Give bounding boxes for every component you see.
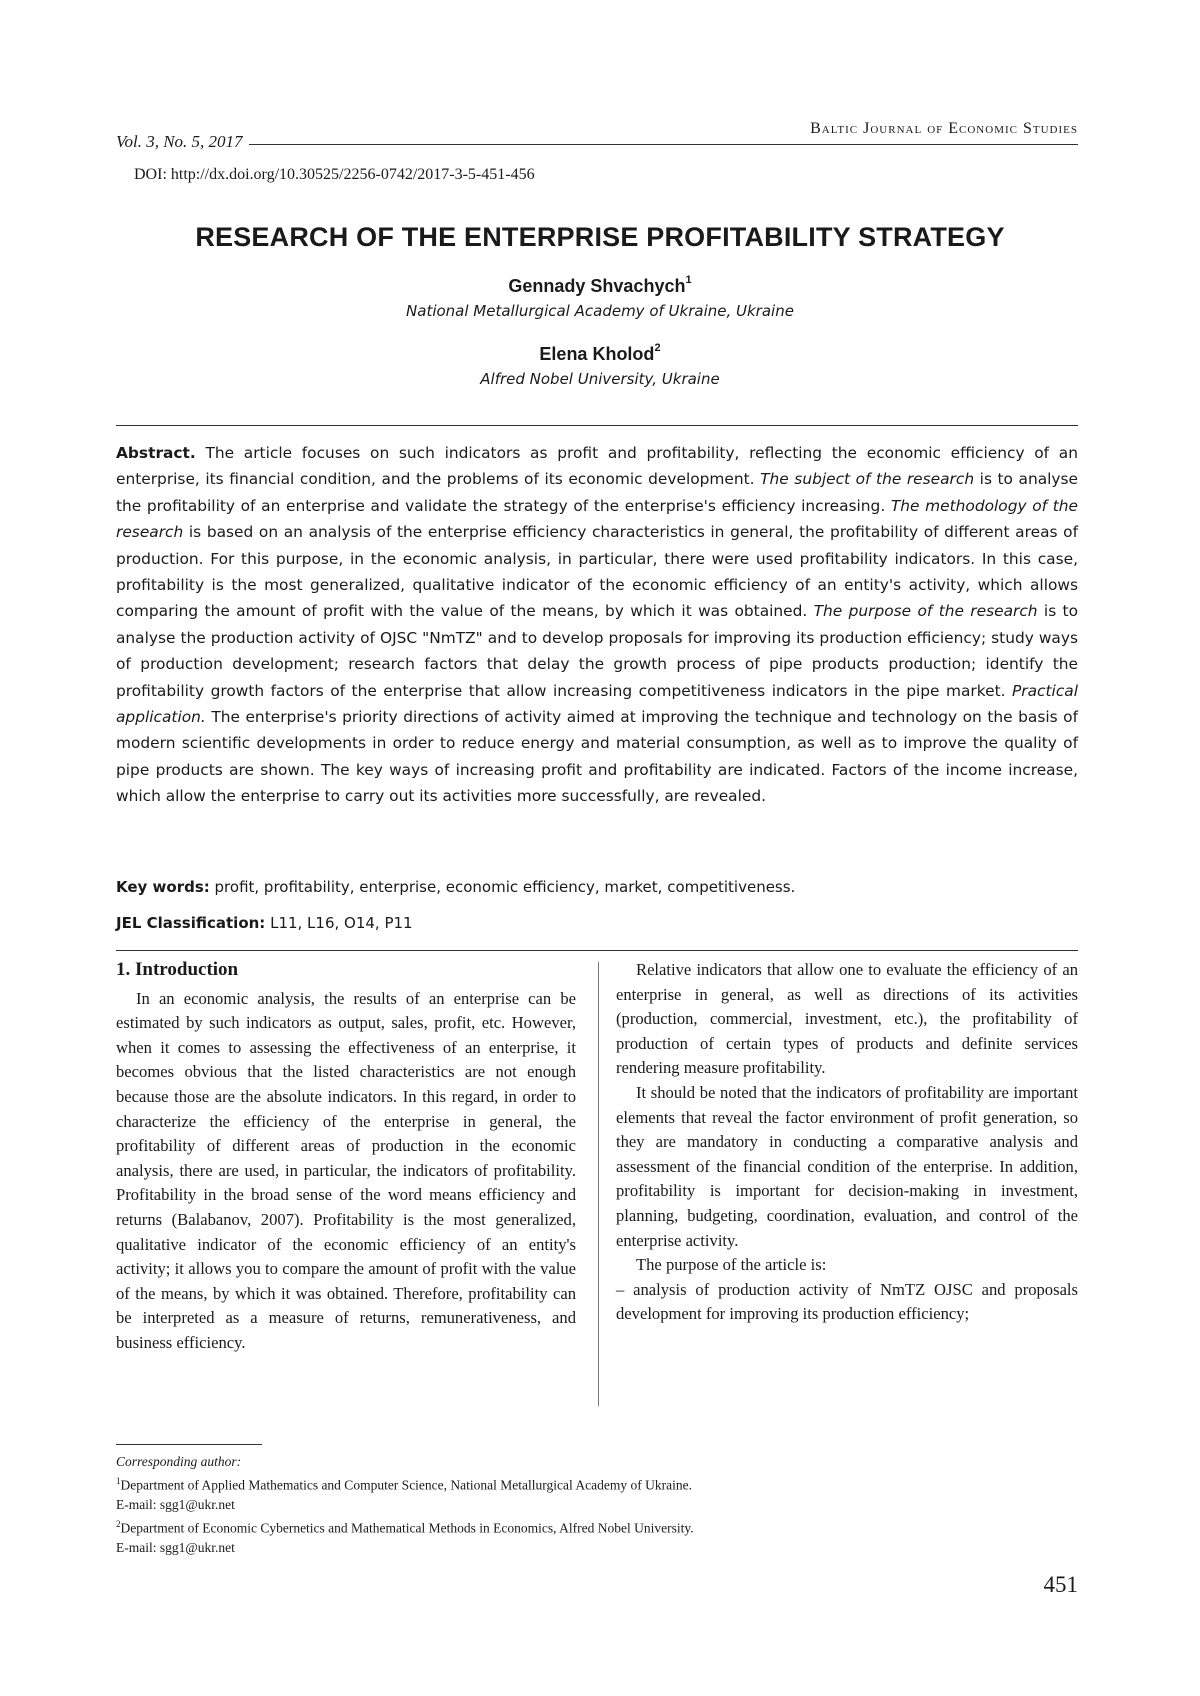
corresponding-author-label: Corresponding author: [116,1454,242,1469]
author-2-name: Elena Kholod [539,344,655,364]
list-item: – analysis of production activity of NmTZ OJSC and proposals development for improving its production efficiency; [616,1279,1078,1324]
abstract-label: Abstract. [116,444,196,462]
author-1-name: Gennady Shvachych [508,276,686,296]
jel-label: JEL Classification: [116,914,266,932]
author-1-affiliation: National Metallurgical Academy of Ukraine, Ukraine [406,302,794,320]
abstract-text: The article focuses on such indicators as profit and profitability, reflecting the economic efficiency of an enterprise, its financial condition, and the problems of its economic development. [116,444,1078,489]
author-1-mark: 1 [685,274,692,286]
footnote-1-mark: 1 [116,1475,121,1486]
abstract-text: The enterprise's priority directions of activity aimed at improving the technique and technology on the basis of modern scientific developments in order to reduce energy and material consumption, as well as to improve the quality of pipe products are shown. The key ways of increasing profit and profitability are indicated. Factors of the income increase, which allow the enterprise to carry out its activities more successfully, are revealed. [116,708,1078,806]
paragraph: Relative indicators that allow one to evaluate the efficiency of an enterprise in general, as well as directions of its activities (production, commercial, investment, etc.), the profitability of production of certain types of products and definite services rendering measure profitability. [616,960,1078,1078]
paragraph: It should be noted that the indicators of profitability are important elements that reveal the factor environment of profit generation, so they are mandatory in conducting a comparative analysis and assessment of the financial condition of the enterprise. In addition, profitability is important for decision-making in investment, planning, budgeting, coordination, evaluation, and control of the enterprise activity. [616,1082,1078,1250]
paragraph: In an economic analysis, the results of an enterprise can be estimated by such indicators as output, sales, profit, etc. However, when it comes to assessing the effectiveness of an enterprise, it becomes obvious that the listed characteristics are not enough because those are the absolute indicators. In this regard, in order to characterize the efficiency of the enterprise in general, the profitability of different areas of production in the economic analysis, there are used, in particular, the indicators of profitability. Profitability in the broad sense of the word means efficiency and returns (Balabanov, 2007). Profitability is the most generalized, qualitative indicator of the economic efficiency of an entity's activity; it allows you to compare the amount of profit with the value of the means, by which it was obtained. Therefore, profitability can be interpreted as a measure of returns, remunerativeness, and business efficiency. [116,988,576,1352]
abstract-top-rule [116,425,1078,426]
journal-name: Baltic Journal of Economic Studies [810,120,1078,137]
footnote-1-email[interactable]: E-mail: sgg1@ukr.net [116,1497,235,1513]
header-rule [249,144,1078,145]
footnote-2-text: Department of Economic Cybernetics and Mathematical Methods in Economics, Alfred Nobel University. [120,1520,694,1536]
keywords [116,876,1078,898]
footnote-1-text: Department of Applied Mathematics and Computer Science, National Metallurgical Academy of Ukraine. [120,1477,692,1493]
abstract-italic: The methodology of the research [116,496,1078,542]
author-1 [0,276,1200,297]
jel-classification [116,912,1078,934]
abstract-text: is based on an analysis of the enterprise efficiency characteristics in general, the profitability of different areas of production. For this purpose, in the economic analysis, in particular, there were used profitability indicators. In this case, profitability is the most generalized, qualitative indicator of the economic efficiency of an entity's activity, which allows comparing the amount of profit with the value of the means, by which it was obtained. [116,523,1078,621]
abstract-italic: The subject of the research [760,470,975,489]
article-title: RESEARCH OF THE ENTERPRISE PROFITABILITY STRATEGY [195,222,1005,252]
doi-link[interactable]: DOI: http://dx.doi.org/10.30525/2256-0742/2017-3-5-451-456 [134,166,535,183]
abstract-text: is to analyse the production activity of OJSC "NmTZ" and to develop proposals for improving its production efficiency; study ways of production development; research factors that delay the growth process of pipe products production; identify the profitability growth factors of the enterprise that allow increasing competitiveness indicators in the pipe market. [116,602,1079,700]
volume-info: Vol. 3, No. 5, 2017 [116,132,243,151]
abstract-italic: Practical application. [116,681,1078,727]
page-number: 451 [1043,1572,1078,1597]
footnote-rule [116,1444,262,1445]
header-row [116,130,1078,154]
abstract [116,440,1078,810]
footnote-1 [116,1472,1078,1495]
left-column [116,958,576,1356]
footnote-2-email[interactable]: E-mail: sgg1@ukr.net [116,1540,235,1556]
abstract-italic: The purpose of the research [813,602,1038,621]
keywords-label: Key words: [116,878,210,896]
footnote-2 [116,1515,1078,1538]
body-top-rule [116,950,1078,951]
author-2 [0,344,1200,365]
right-column [616,958,1078,1327]
section-heading: 1. Introduction [116,959,239,980]
author-2-mark: 2 [654,342,661,354]
keywords-text: profit, profitability, enterprise, economic efficiency, market, competitiveness. [209,878,796,896]
author-2-affiliation: Alfred Nobel University, Ukraine [480,370,720,388]
column-divider [598,962,599,1406]
paragraph: The purpose of the article is: [636,1255,827,1275]
footnote-2-mark: 2 [116,1518,121,1529]
footnotes [116,1452,1078,1558]
abstract-text: is to analyse the profitability of an enterprise and validate the strategy of the enterprise's efficiency increasing. [116,470,1079,515]
jel-text: L11, L16, O14, P11 [265,914,413,932]
